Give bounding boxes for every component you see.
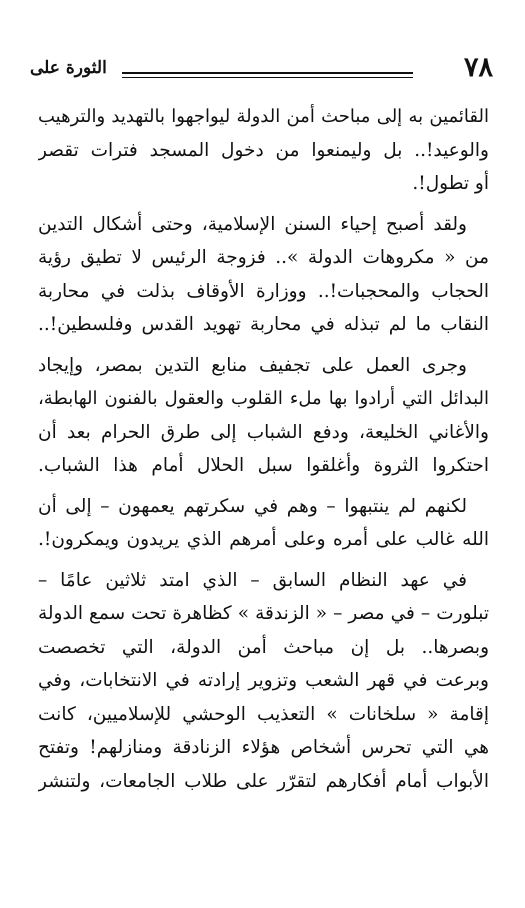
- text-line: والوعيد!.. بل وليمنعوا من دخول المسجد فترات تقصر: [38, 139, 489, 161]
- running-title: الثورة على: [30, 58, 107, 78]
- paragraph: [38, 490, 489, 557]
- page-header: [30, 52, 495, 84]
- text-line: أو تطول!.: [412, 173, 489, 194]
- text-line: ولقد أصبح إحياء السنن الإسلامية، وحتى أشكال التدين: [38, 213, 467, 235]
- paragraph: [38, 349, 489, 483]
- text-line: إقامة « سلخانات » التعذيب الوحشي للإسلاميين، كانت: [38, 703, 489, 725]
- text-line: والأغاني الخليعة، ودفع الشباب إلى طرق الحرام بعد أن: [38, 421, 489, 443]
- page-number: ٧٨: [463, 52, 493, 83]
- text-line: من « مكروهات الدولة ».. فزوجة الرئيس لا تطيق رؤية: [38, 247, 489, 268]
- text-line: وجرى العمل على تجفيف منابع التدين بمصر، وإيجاد: [38, 354, 467, 376]
- text-line: الحجاب والمحجبات!.. ووزارة الأوقاف بذلت في محاربة: [38, 280, 489, 302]
- paragraph: [38, 100, 489, 201]
- text-line: القائمين به إلى مباحث أمن الدولة ليواجهوا بالتهديد والترهيب: [38, 106, 489, 127]
- body-text: [38, 100, 489, 798]
- text-line: لكنهم لم ينتبهوا – وهم في سكرتهم يعمهون – إلى أن: [38, 495, 467, 517]
- paragraph: [38, 208, 489, 342]
- text-line: وبصرها.. بل إن مباحث أمن الدولة، التي تخصصت: [38, 636, 489, 658]
- text-line: وبرعت في قهر الشعب وتزوير إرادته في الانتخابات، وفي: [38, 670, 489, 691]
- text-line: تبلورت – في مصر – « الزندقة » كظاهرة تحت سمع الدولة: [38, 603, 489, 624]
- header-rule-thin: [122, 77, 413, 78]
- text-line: الله غالب على أمره وعلى أمرهم الذي يريدون ويمكرون!.: [38, 529, 489, 550]
- text-line: هي التي تحرس أشخاص هؤلاء الزنادقة ومنازلهم! وتفتح: [38, 737, 489, 758]
- paragraph: [38, 564, 489, 799]
- header-rule: [122, 72, 413, 74]
- text-line: الأبواب أمام أفكارهم لتقرّر على طلاب الجامعات، ولتنشر: [38, 770, 489, 792]
- text-line: احتكروا الثروة وأغلقوا سبل الحلال أمام هذا الشباب.: [38, 455, 489, 476]
- text-line: في عهد النظام السابق – الذي امتد ثلاثين عامًا –: [38, 569, 467, 591]
- text-line: النقاب ما لم تبذله في محاربة تهويد القدس وفلسطين!..: [38, 314, 489, 335]
- text-line: البدائل التي أرادوا بها ملء القلوب والعقول بالفنون الهابطة،: [38, 388, 489, 409]
